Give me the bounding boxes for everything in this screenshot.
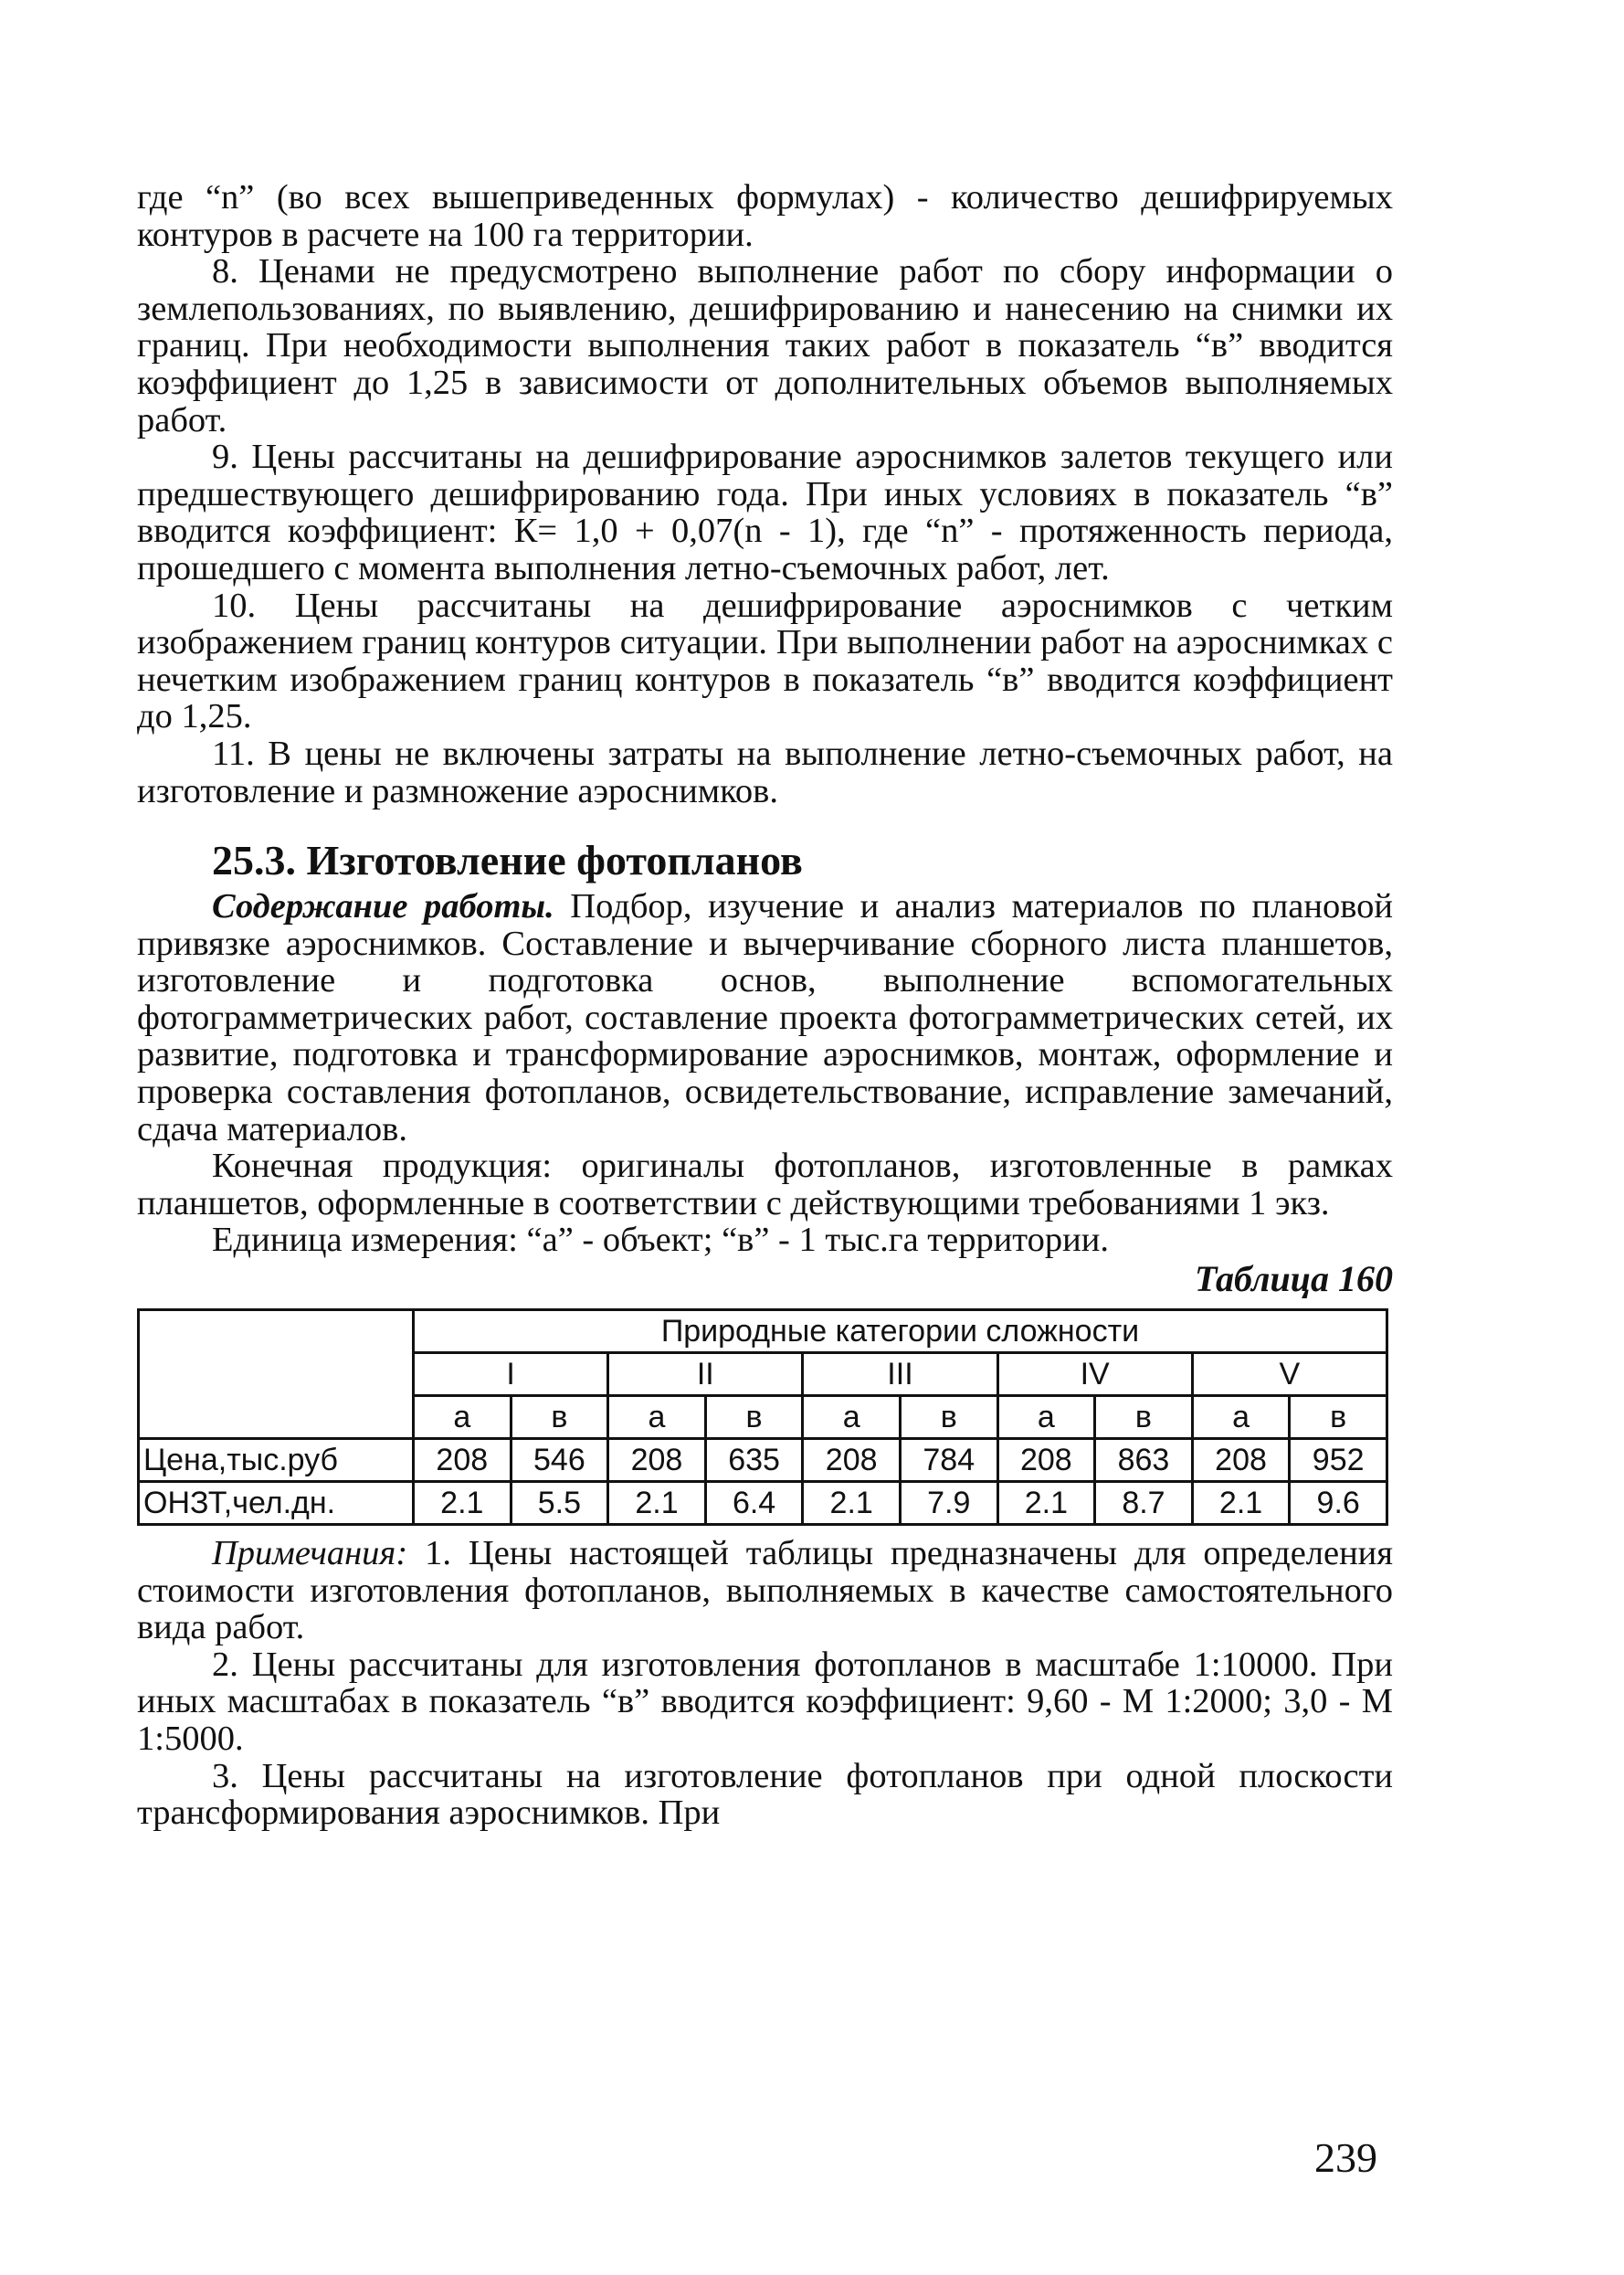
work-content-label: Содержание работы.: [212, 887, 554, 926]
table-cell: 208: [608, 1439, 706, 1482]
note-2: 2. Цены рассчитаны для изготовления фотопланов в масштабе 1:10000. При иных масштабах в показатель “в” вводится коэффициент: 9,60 - М 1:2000; 3,0 - М 1:5000.: [137, 1645, 1393, 1758]
page-number: 239: [1314, 2134, 1377, 2181]
table-header-row-1: [139, 1310, 1387, 1353]
table-cell: 952: [1290, 1439, 1387, 1482]
paragraph-item-11: 11. В цены не включены затраты на выполнение летно-съемочных работ, на изготовление и размножение аэроснимков.: [137, 734, 1393, 810]
table-cell: 784: [900, 1439, 997, 1482]
note-1: [137, 1535, 1393, 1646]
table-row-labor: [139, 1482, 1387, 1525]
note-1-text: 1. Цены настоящей таблицы предназначены для определения стоимости изготовления фотопланов, выполняемых в качестве самостоятельного вида работ.: [137, 1534, 1393, 1647]
notes-label: Примечания:: [212, 1534, 408, 1573]
page-body: [137, 179, 1393, 1832]
subheader-v: в: [900, 1396, 997, 1439]
paragraph-formula-note: где “n” (во всех вышеприведенных формулах) - количество дешифрируемых контуров в расчете на 100 га территории.: [137, 178, 1393, 254]
table-cell: 9.6: [1290, 1482, 1387, 1525]
table-cell: 2.1: [1192, 1482, 1290, 1525]
paragraph-final-product: Конечная продукция: оригиналы фотопланов, изготовленные в рамках планшетов, оформленные в соответствии с действующими требованиями 1 экз.: [137, 1147, 1393, 1222]
table-cell: 208: [997, 1439, 1095, 1482]
paragraph-item-10: 10. Цены рассчитаны на дешифрирование аэроснимков с четким изображением границ контуров ситуации. При выполнении работ на аэроснимках с нечетким изображением границ контуров в показатель “в” вводится коэффициент до 1,25.: [137, 586, 1393, 736]
category-header: III: [803, 1353, 997, 1396]
row-label: ОНЗТ,чел.дн.: [139, 1482, 414, 1525]
category-header: I: [414, 1353, 608, 1396]
subheader-a: а: [414, 1396, 511, 1439]
category-header: IV: [997, 1353, 1192, 1396]
table-corner-cell: [139, 1310, 414, 1439]
table-cell: 863: [1095, 1439, 1193, 1482]
subheader-a: а: [1192, 1396, 1290, 1439]
table-cell: 635: [705, 1439, 803, 1482]
paragraph-unit: Единица измерения: “а” - объект; “в” - 1 тыс.га территории.: [212, 1221, 1109, 1260]
paragraph-item-8: 8. Ценами не предусмотрено выполнение работ по сбору информации о землепользованиях, по выявлению, дешифрированию и нанесению на снимки их границ. При необходимости выполнения таких работ в показатель “в” вводится коэффициент до 1,25 в зависимости от дополнительных объемов выполняемых работ.: [137, 252, 1393, 439]
table-cell: 2.1: [997, 1482, 1095, 1525]
table-row-price: [139, 1439, 1387, 1482]
work-content-text: Подбор, изучение и анализ материалов по плановой привязке аэроснимков. Составление и вычерчивание сборного листа планшетов, изготовление и подготовка основ, выполнение вспомогательных фотограмметрических работ, составление проекта фотограмметрических сетей, их развитие, подготовка и трансформирование аэроснимков, монтаж, оформление и проверка составления фотопланов, освидетельствование, исправление замечаний, сдача материалов.: [137, 887, 1393, 1148]
subheader-a: а: [608, 1396, 706, 1439]
subheader-v: в: [1290, 1396, 1387, 1439]
table-caption: Таблица 160: [1195, 1258, 1393, 1300]
subheader-v: в: [1095, 1396, 1193, 1439]
category-header: II: [608, 1353, 803, 1396]
table-cell: 208: [414, 1439, 511, 1482]
subheader-v: в: [705, 1396, 803, 1439]
subheader-a: а: [803, 1396, 901, 1439]
paragraph-work-content: [137, 888, 1393, 1148]
row-label: Цена,тыс.руб: [139, 1439, 414, 1482]
paragraph-item-9: 9. Цены рассчитаны на дешифрирование аэроснимков залетов текущего или предшествующего дешифрированию года. При иных условиях в показатель “в” вводится коэффициент: К= 1,0 + 0,07(n - 1), где “n” - протяженность периода, прошедшего с момента выполнения летно-съемочных работ, лет.: [137, 438, 1393, 587]
table-cell: 546: [511, 1439, 608, 1482]
table-cell: 6.4: [705, 1482, 803, 1525]
section-heading: 25.3. Изготовление фотопланов: [212, 837, 803, 884]
category-header: V: [1192, 1353, 1387, 1396]
table-cell: 8.7: [1095, 1482, 1193, 1525]
table-cell: 5.5: [511, 1482, 608, 1525]
price-table: [137, 1308, 1388, 1526]
subheader-v: в: [511, 1396, 608, 1439]
table-cell: 7.9: [900, 1482, 997, 1525]
table-group-header: Природные категории сложности: [414, 1310, 1387, 1353]
note-3: 3. Цены рассчитаны на изготовление фотопланов при одной плоскости трансформирования аэроснимков. При: [137, 1756, 1393, 1833]
table-cell: 2.1: [414, 1482, 511, 1525]
subheader-a: а: [997, 1396, 1095, 1439]
table-cell: 208: [1192, 1439, 1290, 1482]
table-cell: 2.1: [608, 1482, 706, 1525]
table-cell: 208: [803, 1439, 901, 1482]
table-cell: 2.1: [803, 1482, 901, 1525]
